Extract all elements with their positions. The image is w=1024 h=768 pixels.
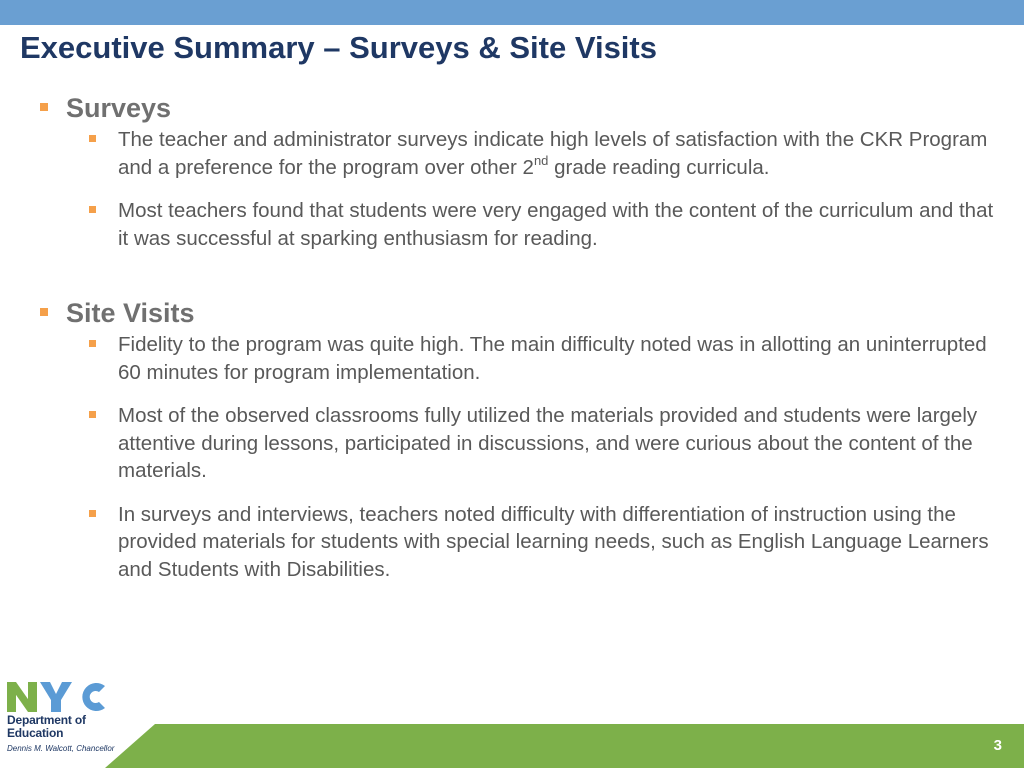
superscript-ordinal: nd [533, 152, 549, 168]
bullet-text-part: The teacher and administrator surveys indicate high levels of satisfaction with the CKR Program and a preference for the program over other 2 [118, 128, 988, 179]
section-surveys [38, 90, 998, 252]
logo-text-line1: Department of [7, 713, 86, 727]
section-heading [38, 90, 998, 126]
slide-content [38, 90, 998, 599]
bullet-list [38, 331, 998, 583]
bottom-color-band [105, 724, 1024, 768]
list-item [38, 197, 998, 252]
bullet-text: Most of the observed classrooms fully utilized the materials provided and students were largely attentive during lessons, participated in discussions, and were curious about the content of the materials. [118, 404, 978, 482]
section-heading [38, 295, 998, 331]
bullet-text: In surveys and interviews, teachers noted difficulty with differentiation of instruction using the provided materials for students with special learning needs, such as English Language Learners and Students with Disabilities. [118, 502, 989, 581]
bullet-square-icon [89, 135, 96, 142]
slide-title: Executive Summary – Surveys & Site Visits [20, 30, 657, 65]
bullet-text [118, 128, 987, 179]
section-title-surveys: Surveys [66, 93, 172, 123]
section-title-site-visits: Site Visits [66, 298, 195, 328]
page-number: 3 [993, 737, 1002, 754]
top-color-band [0, 0, 1024, 25]
bullet-square-icon [89, 206, 96, 213]
bullet-square-icon [40, 103, 48, 111]
nyc-doe-logo [7, 680, 117, 753]
bullet-list [38, 126, 998, 252]
bullet-square-icon [40, 308, 48, 316]
list-item [38, 126, 998, 181]
bullet-square-icon [89, 411, 96, 418]
bullet-text: Most teachers found that students were very engaged with the content of the curriculum and that it was successful at sparking enthusiasm for reading. [118, 199, 994, 250]
list-item [38, 331, 998, 386]
section-site-visits [38, 295, 998, 583]
list-item [38, 402, 998, 485]
nyc-logo-icon [7, 680, 111, 714]
list-item [38, 501, 998, 584]
bullet-square-icon [89, 510, 96, 517]
logo-text-line2: Education [7, 726, 64, 740]
bullet-text-part: grade reading curricula. [548, 155, 770, 179]
bullet-square-icon [89, 340, 96, 347]
chancellor-caption: Dennis M. Walcott, Chancellor [7, 744, 115, 753]
bullet-text: Fidelity to the program was quite high. The main difficulty noted was in allotting an uninterrupted 60 minutes for program implementation. [118, 333, 987, 384]
